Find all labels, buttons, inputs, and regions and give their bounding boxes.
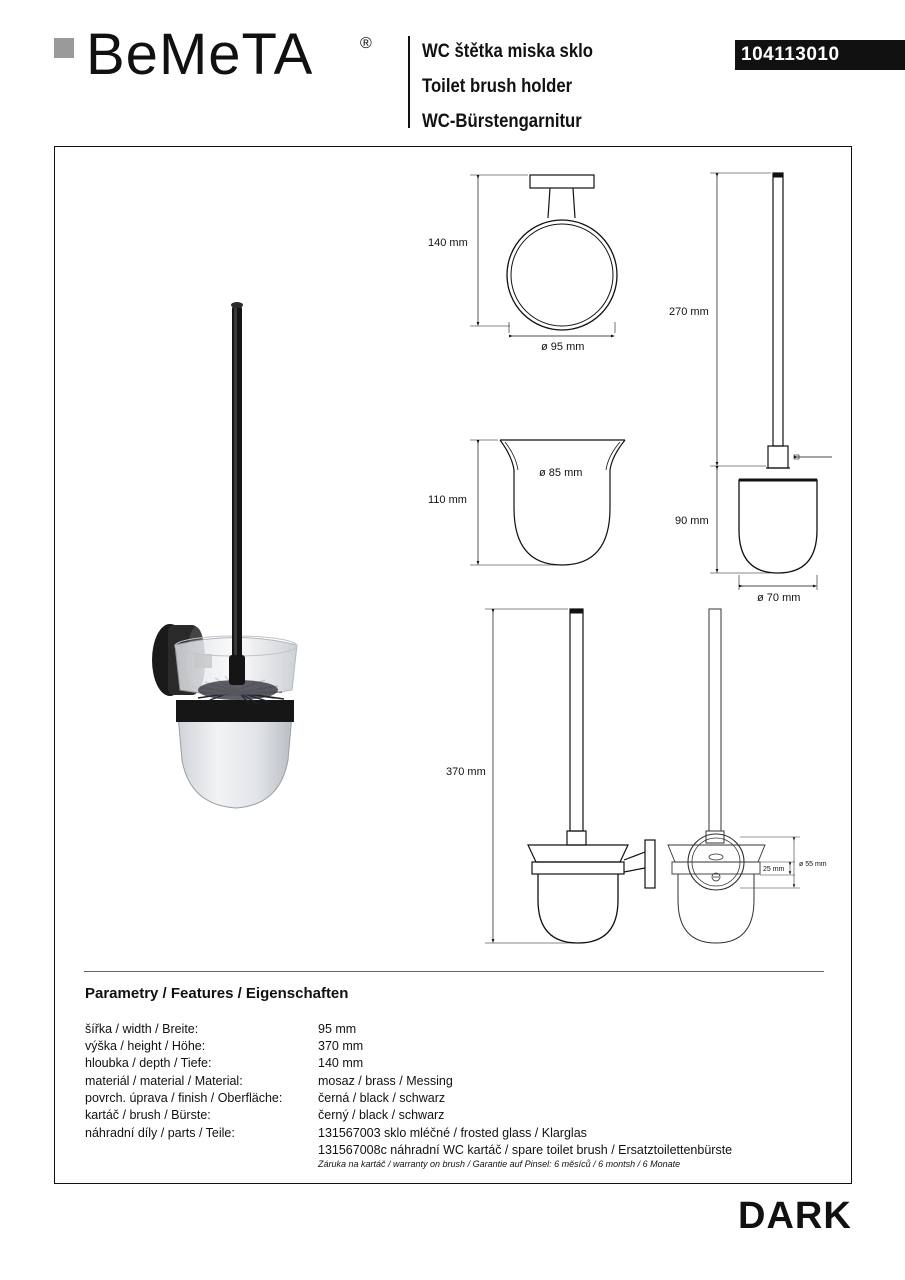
registered-mark: ® — [360, 35, 372, 52]
feature-label: povrch. úprava / finish / Oberfläche: — [85, 1091, 283, 1105]
dim-fix-diameter: ø 55 mm — [799, 861, 827, 868]
brush-drawing — [710, 173, 832, 590]
dim-total-height: 370 mm — [446, 766, 486, 778]
dim-holder-diameter: ø 95 mm — [541, 341, 585, 353]
dim-brush-head-diameter: ø 70 mm — [757, 592, 801, 604]
product-photo — [152, 302, 297, 808]
feature-label: výška / height / Höhe: — [85, 1039, 206, 1053]
dim-fix-offset: 25 mm — [763, 866, 785, 873]
holder-ring-drawing — [470, 175, 617, 336]
product-code-badge: 104113010 — [735, 40, 905, 70]
feature-value: 95 mm — [318, 1022, 357, 1036]
dim-brush-length: 270 mm — [669, 306, 709, 318]
dim-bowl-height: 110 mm — [428, 494, 467, 506]
feature-label: hloubka / depth / Tiefe: — [85, 1056, 212, 1070]
feature-value: 370 mm — [318, 1039, 364, 1053]
title-en: Toilet brush holder — [422, 76, 573, 97]
feature-label: materiál / material / Material: — [85, 1074, 243, 1088]
feature-label: náhradní díly / parts / Teile: — [85, 1126, 235, 1140]
feature-label: kartáč / brush / Bürste: — [85, 1108, 211, 1122]
feature-value: černý / black / schwarz — [318, 1108, 445, 1122]
dim-bowl-diameter: ø 85 mm — [539, 467, 583, 479]
feature-value: 140 mm — [318, 1056, 364, 1070]
dim-brush-head-height: 90 mm — [675, 515, 709, 527]
series-label: DARK — [738, 1195, 852, 1237]
feature-label: šířka / width / Breite: — [85, 1022, 199, 1036]
dim-holder-height: 140 mm — [428, 237, 468, 249]
feature-value-extra: 131567008c náhradní WC kartáč / spare toilet brush / Ersatztoilettenbürste — [318, 1143, 733, 1157]
brand-logo: BeMeTA — [86, 22, 314, 87]
title-cz: WC štětka miska sklo — [422, 41, 593, 62]
assembly-front-drawing — [668, 609, 800, 943]
assembly-side-drawing — [485, 609, 655, 943]
title-de: WC-Bürstengarnitur — [422, 111, 582, 132]
bowl-drawing — [470, 440, 625, 565]
feature-value: 131567003 sklo mléčné / frosted glass / Klarglas — [318, 1126, 587, 1140]
feature-value: černá / black / schwarz — [318, 1091, 446, 1105]
section-divider — [84, 971, 824, 972]
warranty-note: Záruka na kartáč / warranty on brush / Garantie auf Pinsel: 6 měsíců / 6 montsh / 6 Monate — [318, 1159, 681, 1169]
feature-value: mosaz / brass / Messing — [318, 1074, 453, 1088]
features-title: Parametry / Features / Eigenschaften — [85, 985, 349, 1002]
